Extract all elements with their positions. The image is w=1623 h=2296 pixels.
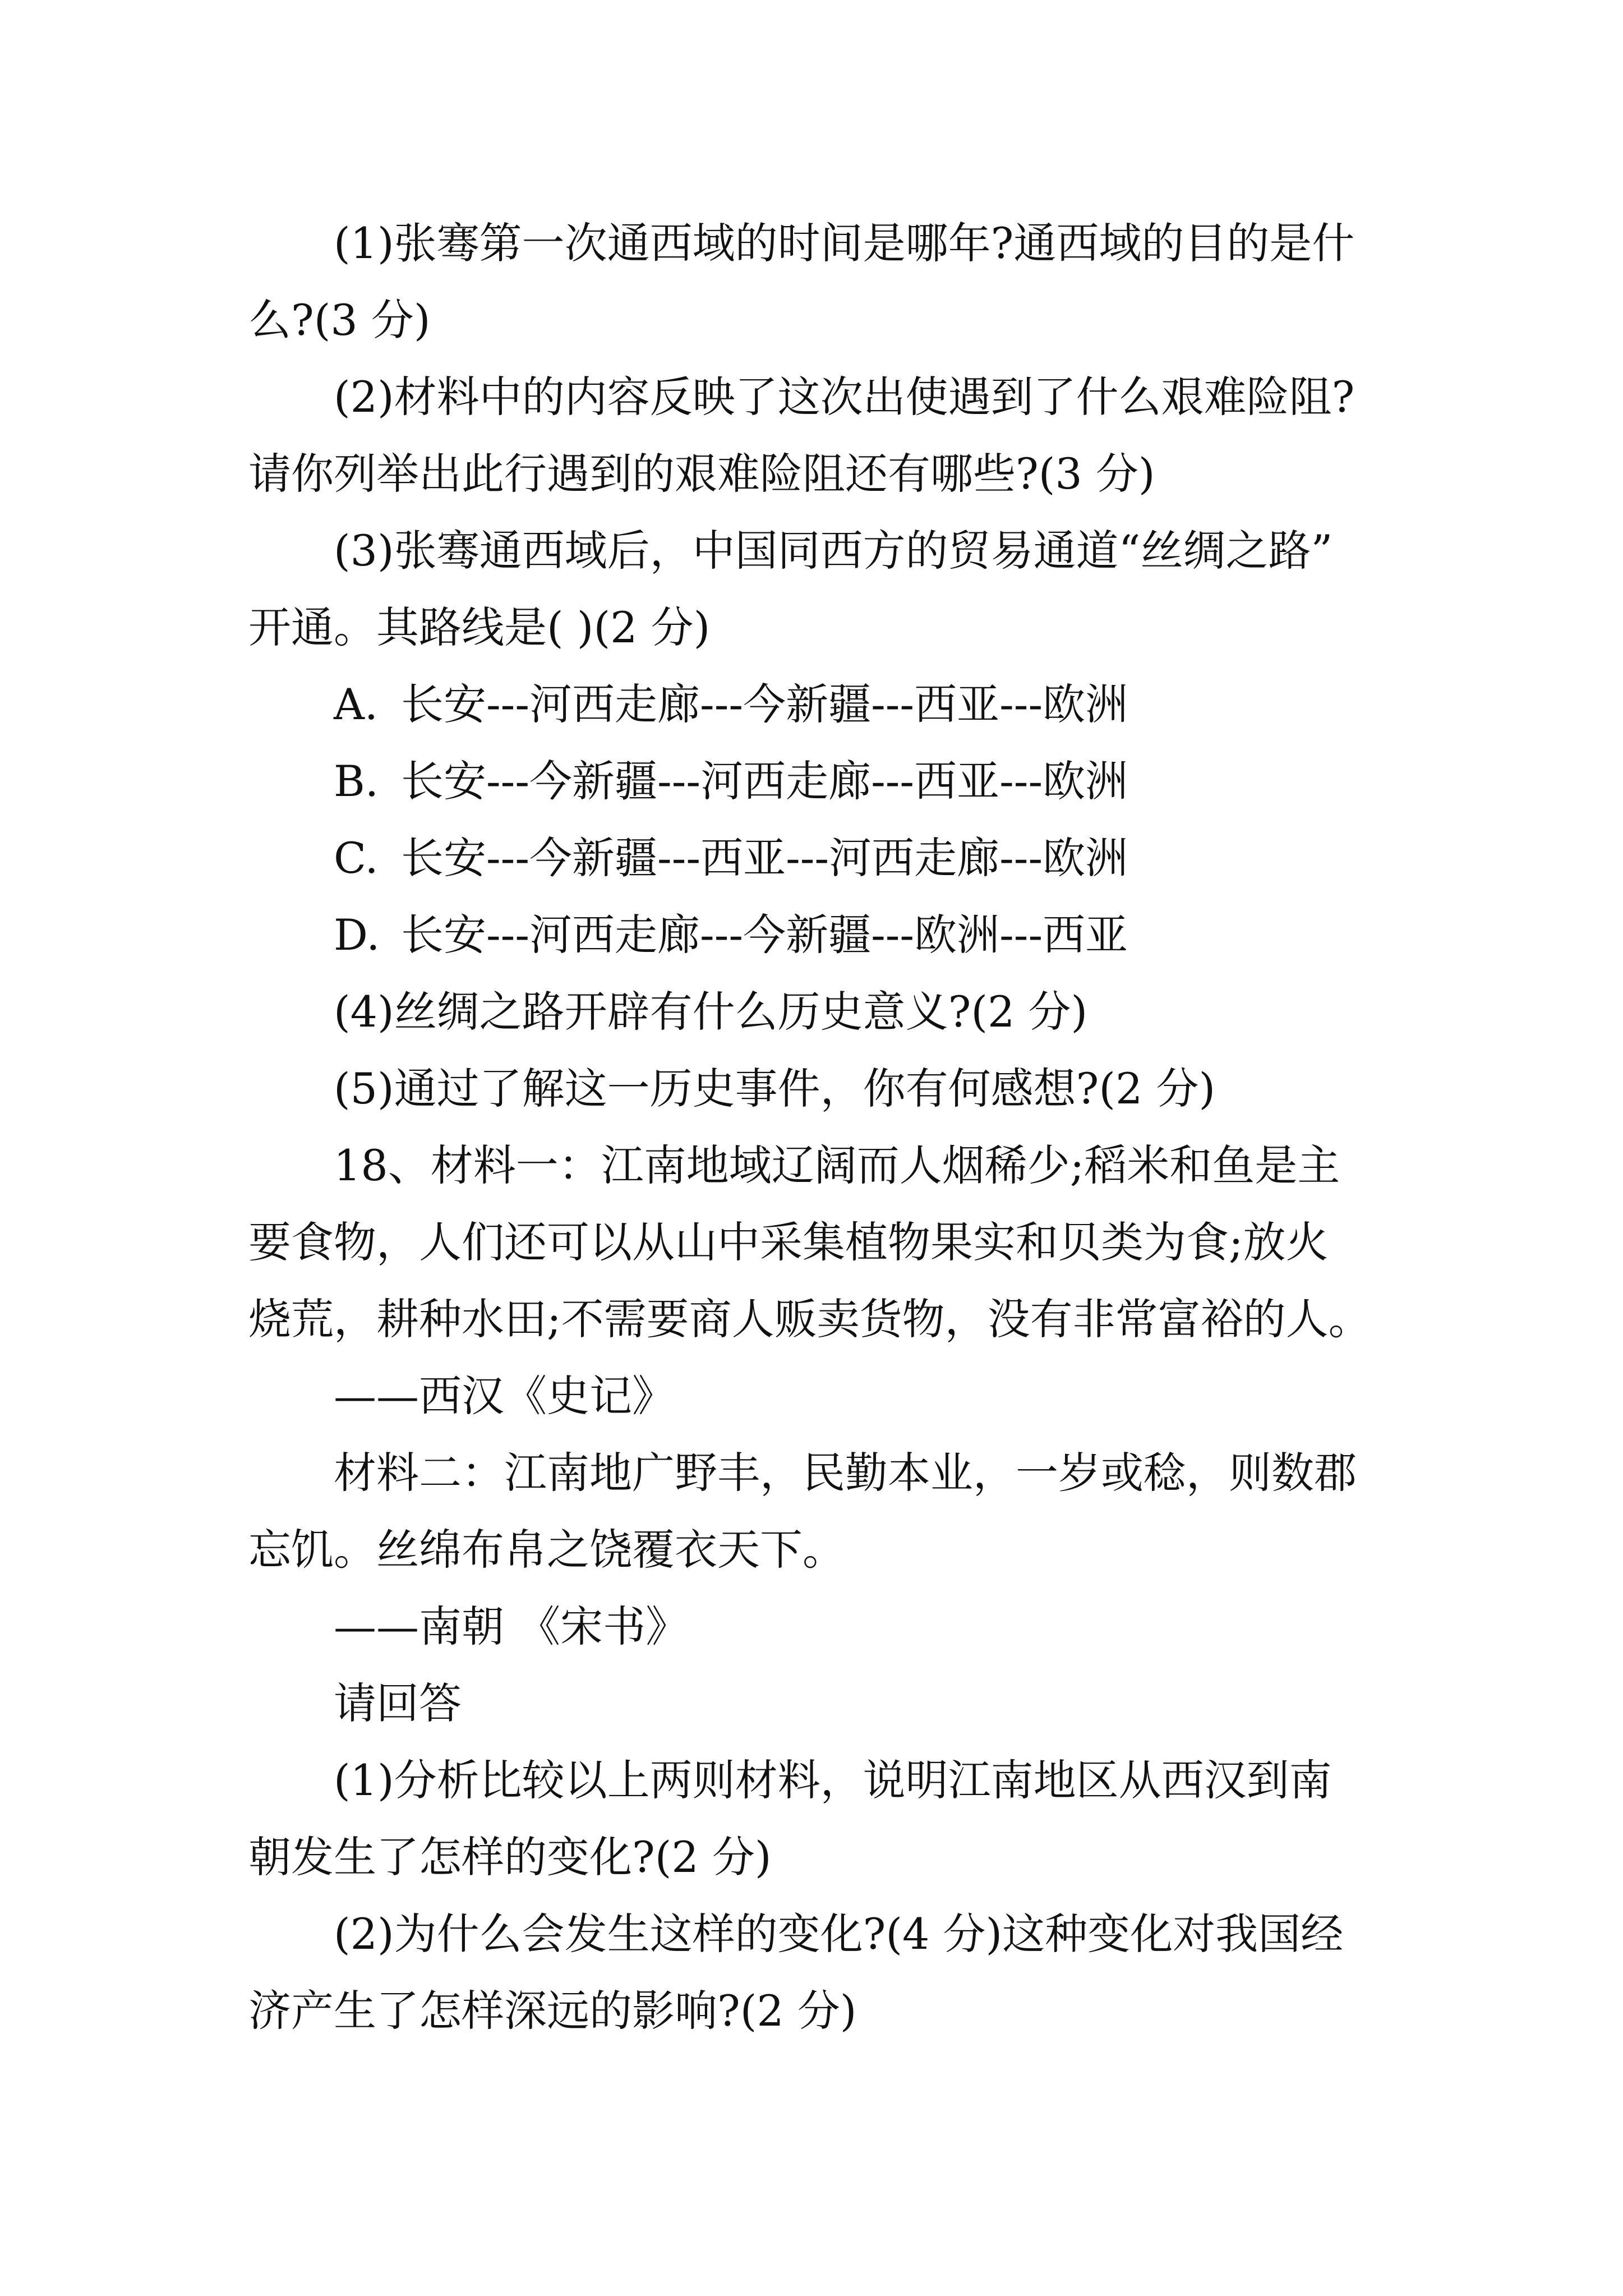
option-c [334, 830, 1128, 886]
q17-sub3-line1: (3)张骞通西域后，中国同西方的贸易通道“丝绸之路” [334, 526, 1333, 576]
option-text: 长安---今新疆---西亚---河西走廊---欧洲 [401, 833, 1128, 883]
q18-material2-source: ——南朝 《宋书》 [334, 1602, 689, 1651]
q18-sub1-line1: (1)分析比较以上两则材料，说明江南地区从西汉到南 [334, 1755, 1332, 1805]
option-text: 长安---河西走廊---今新疆---西亚---欧洲 [401, 679, 1128, 729]
q17-sub2-line1: (2)材料中的内容反映了这次出使遇到了什么艰难险阻? [334, 372, 1355, 422]
q17-sub5: (5)通过了解这一历史事件，你有何感想?(2 分) [334, 1064, 1216, 1114]
option-letter: A. [334, 679, 379, 729]
q18-material2-line2: 忘饥。丝绵布帛之饶覆衣天下。 [248, 1525, 845, 1575]
q18-material1-source: ——西汉《史记》 [334, 1371, 675, 1421]
q18-material1-line3: 烧荒，耕种水田;不需要商人贩卖货物，没有非常富裕的人。 [248, 1294, 1371, 1344]
q18-sub2-line2: 济产生了怎样深远的影响?(2 分) [248, 1986, 857, 2036]
q18-sub1-line2: 朝发生了怎样的变化?(2 分) [248, 1832, 772, 1882]
q17-sub1-line1: (1)张骞第一次通西域的时间是哪年?通西域的目的是什 [334, 218, 1355, 268]
option-b [334, 753, 1128, 809]
option-letter: B. [334, 756, 379, 806]
option-letter: D. [334, 910, 380, 960]
option-a [334, 677, 1128, 733]
q17-sub1-line2: 么?(3 分) [248, 295, 431, 345]
option-text: 长安---河西走廊---今新疆---欧洲---西亚 [401, 910, 1128, 960]
option-text: 长安---今新疆---河西走廊---西亚---欧洲 [401, 756, 1128, 806]
q18-sub2-line1: (2)为什么会发生这样的变化?(4 分)这种变化对我国经 [334, 1909, 1344, 1959]
q18-prompt: 请回答 [334, 1678, 462, 1728]
q17-sub4: (4)丝绸之路开辟有什么历史意义?(2 分) [334, 987, 1088, 1037]
q17-sub3-line2: 开通。其路线是( )(2 分) [248, 602, 711, 652]
option-letter: C. [334, 833, 379, 883]
option-d [334, 907, 1128, 963]
q17-sub2-line2: 请你列举出此行遇到的艰难险阻还有哪些?(3 分) [248, 449, 1155, 499]
q18-material1-line1: 18、材料一：江南地域辽阔而人烟稀少;稻米和鱼是主 [334, 1140, 1340, 1190]
q18-material2-line1: 材料二：江南地广野丰，民勤本业，一岁或稔，则数郡 [334, 1448, 1357, 1498]
q18-material1-line2: 要食物，人们还可以从山中采集植物果实和贝类为食;放火 [248, 1217, 1329, 1267]
